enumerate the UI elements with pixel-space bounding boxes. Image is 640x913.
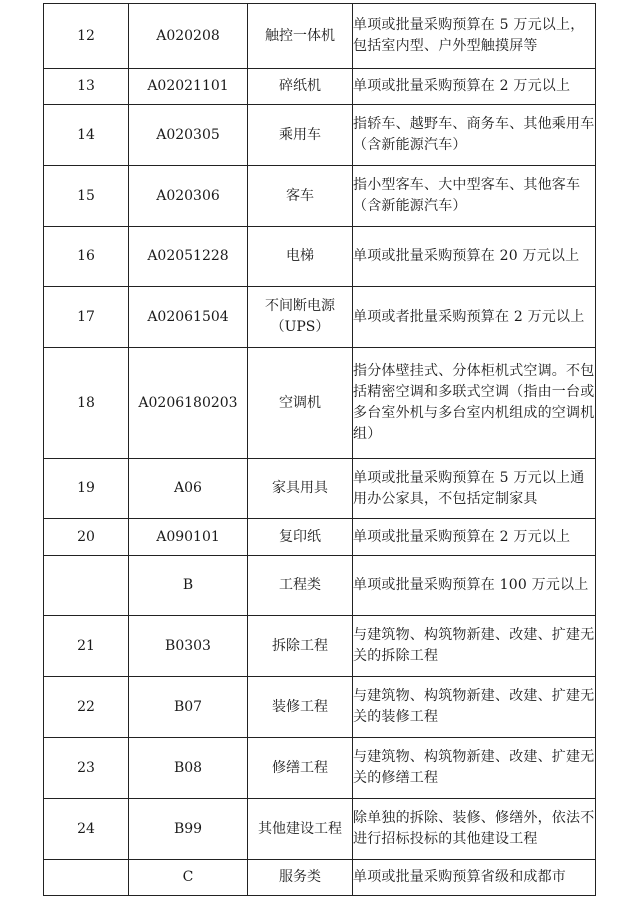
row-number [44,556,129,616]
item-code: A02021101 [129,69,248,105]
table-row [44,556,596,616]
item-description: 单项或批量采购预算在 100 万元以上 [353,556,596,616]
item-name: 不间断电源（UPS） [248,287,353,348]
table-row [44,616,596,677]
table-row [44,105,596,166]
item-name: 工程类 [248,556,353,616]
item-description: 单项或批量采购预算在 20 万元以上 [353,227,596,287]
item-code: B08 [129,738,248,799]
table-row [44,860,596,896]
item-code: A020305 [129,105,248,166]
item-name: 拆除工程 [248,616,353,677]
table-row [44,227,596,287]
procurement-catalog-table [43,3,596,896]
table-row [44,677,596,738]
item-name: 乘用车 [248,105,353,166]
item-name: 碎纸机 [248,69,353,105]
item-description: 指分体壁挂式、分体柜机式空调。不包括精密空调和多联式空调（指由一台或多台室外机与多台室内机组成的空调机组） [353,348,596,459]
row-number [44,860,129,896]
item-description: 指小型客车、大中型客车、其他客车（含新能源汽车） [353,166,596,227]
row-number: 14 [44,105,129,166]
item-code: B [129,556,248,616]
item-code: A06 [129,459,248,519]
table-row [44,459,596,519]
row-number: 16 [44,227,129,287]
item-name: 复印纸 [248,519,353,556]
row-number: 17 [44,287,129,348]
table-row [44,166,596,227]
row-number: 22 [44,677,129,738]
item-code: B07 [129,677,248,738]
item-code: A020208 [129,4,248,69]
item-description: 与建筑物、构筑物新建、改建、扩建无关的装修工程 [353,677,596,738]
item-code: C [129,860,248,896]
item-name: 客车 [248,166,353,227]
item-code: B0303 [129,616,248,677]
item-name: 服务类 [248,860,353,896]
item-description: 单项或批量采购预算在 2 万元以上 [353,69,596,105]
item-description: 除单独的拆除、装修、修缮外，依法不进行招标投标的其他建设工程 [353,799,596,860]
item-name: 修缮工程 [248,738,353,799]
table-row [44,287,596,348]
item-description: 与建筑物、构筑物新建、改建、扩建无关的拆除工程 [353,616,596,677]
item-code: A02051228 [129,227,248,287]
item-name: 电梯 [248,227,353,287]
table-row [44,738,596,799]
row-number: 13 [44,69,129,105]
table-row [44,799,596,860]
item-description: 指轿车、越野车、商务车、其他乘用车（含新能源汽车） [353,105,596,166]
item-name: 家具用具 [248,459,353,519]
table-row [44,69,596,105]
item-code: A020306 [129,166,248,227]
table-body [44,4,596,896]
item-description: 与建筑物、构筑物新建、改建、扩建无关的修缮工程 [353,738,596,799]
item-description: 单项或批量采购预算在 5 万元以上通用办公家具，不包括定制家具 [353,459,596,519]
item-description: 单项或批量采购预算省级和成都市 [353,860,596,896]
row-number: 12 [44,4,129,69]
item-name: 其他建设工程 [248,799,353,860]
row-number: 23 [44,738,129,799]
table-row [44,519,596,556]
row-number: 24 [44,799,129,860]
item-description: 单项或者批量采购预算在 2 万元以上 [353,287,596,348]
item-description: 单项或批量采购预算在 5 万元以上，包括室内型、户外型触摸屏等 [353,4,596,69]
row-number: 21 [44,616,129,677]
row-number: 18 [44,348,129,459]
item-code: B99 [129,799,248,860]
row-number: 19 [44,459,129,519]
item-code: A02061504 [129,287,248,348]
item-name: 触控一体机 [248,4,353,69]
table-row [44,348,596,459]
row-number: 20 [44,519,129,556]
item-name: 空调机 [248,348,353,459]
item-name: 装修工程 [248,677,353,738]
table-row [44,4,596,69]
row-number: 15 [44,166,129,227]
item-description: 单项或批量采购预算在 2 万元以上 [353,519,596,556]
item-code: A0206180203 [129,348,248,459]
item-code: A090101 [129,519,248,556]
